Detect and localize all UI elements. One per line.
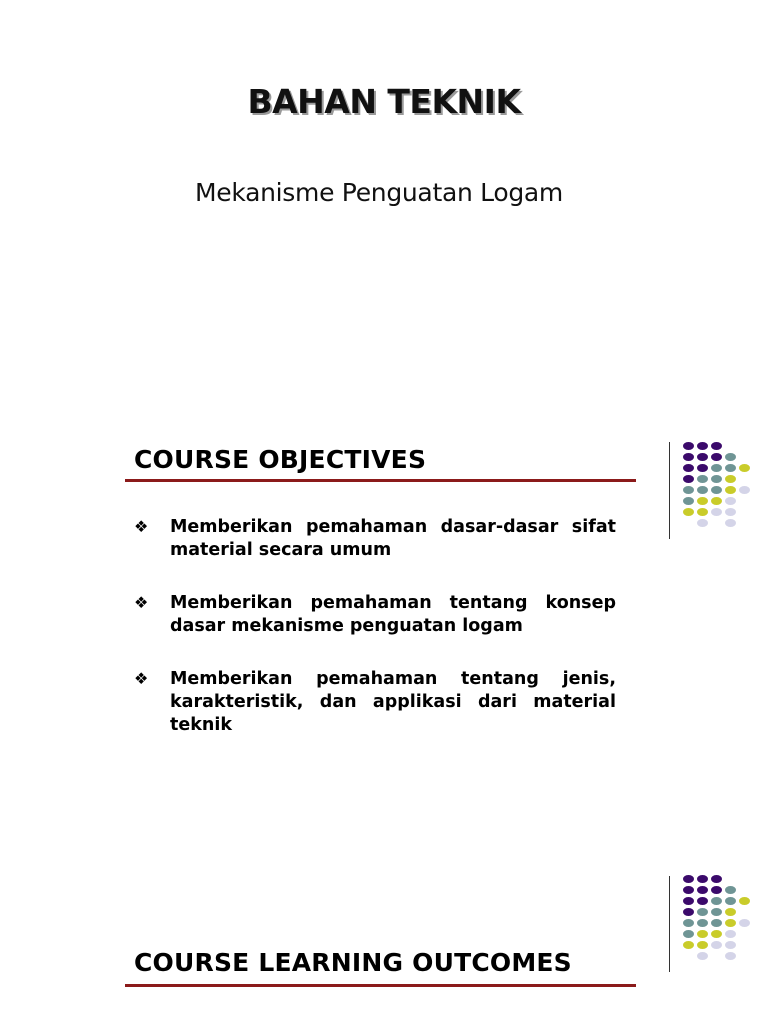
decor-dot bbox=[725, 486, 736, 494]
decor-dot bbox=[739, 919, 750, 927]
decor-dot bbox=[683, 886, 694, 894]
decor-dot bbox=[683, 442, 694, 450]
decor-dot bbox=[725, 941, 736, 949]
decor-dot bbox=[711, 464, 722, 472]
decor-dot bbox=[725, 508, 736, 516]
decor-dot bbox=[683, 497, 694, 505]
slide-subtitle: Mekanisme Penguatan Logam bbox=[195, 178, 563, 207]
decor-dot bbox=[725, 519, 736, 527]
decor-dot bbox=[683, 508, 694, 516]
decor-dot bbox=[711, 508, 722, 516]
course-learning-outcomes-heading: COURSE LEARNING OUTCOMES bbox=[134, 948, 572, 977]
decor-dot bbox=[711, 875, 722, 883]
decor-dot bbox=[739, 897, 750, 905]
decor-dot bbox=[725, 886, 736, 894]
decor-dot bbox=[711, 442, 722, 450]
decor-dot bbox=[725, 908, 736, 916]
decor-dot bbox=[683, 453, 694, 461]
decor-dot bbox=[711, 497, 722, 505]
decor-dot bbox=[725, 464, 736, 472]
decor-dot bbox=[725, 952, 736, 960]
diamond-bullet-icon: ❖ bbox=[134, 517, 149, 536]
decor-dot bbox=[711, 941, 722, 949]
decor-dot bbox=[697, 886, 708, 894]
decor-dot bbox=[697, 897, 708, 905]
heading-rule bbox=[125, 479, 636, 482]
decor-dot bbox=[711, 919, 722, 927]
decor-dot bbox=[683, 941, 694, 949]
diamond-bullet-icon: ❖ bbox=[134, 669, 149, 688]
decor-dot bbox=[683, 875, 694, 883]
decor-dot bbox=[697, 464, 708, 472]
decor-dot bbox=[725, 897, 736, 905]
decor-dot bbox=[711, 453, 722, 461]
diamond-bullet-icon: ❖ bbox=[134, 593, 149, 612]
decor-dot bbox=[697, 941, 708, 949]
decor-dot bbox=[711, 886, 722, 894]
decor-dot bbox=[683, 897, 694, 905]
decor-dot bbox=[697, 475, 708, 483]
list-item bbox=[134, 516, 616, 562]
decor-vertical-line bbox=[669, 442, 670, 539]
decor-dot bbox=[697, 519, 708, 527]
decor-dot bbox=[739, 486, 750, 494]
decor-dot bbox=[683, 464, 694, 472]
decor-dot bbox=[697, 908, 708, 916]
decor-dot bbox=[711, 908, 722, 916]
decor-dot bbox=[697, 919, 708, 927]
decor-dot bbox=[683, 930, 694, 938]
decor-dot bbox=[725, 497, 736, 505]
list-item bbox=[134, 668, 616, 737]
decor-dot bbox=[697, 486, 708, 494]
list-item-text: Memberikan pemahaman tentang jenis, karakteristik, dan applikasi dari material teknik bbox=[170, 669, 616, 735]
course-objectives-heading: COURSE OBJECTIVES bbox=[134, 445, 427, 474]
slide-title: BAHAN TEKNIK bbox=[247, 82, 521, 121]
decor-dot bbox=[725, 453, 736, 461]
decor-dot bbox=[683, 908, 694, 916]
decor-dot bbox=[697, 442, 708, 450]
decor-dot bbox=[711, 475, 722, 483]
decor-dot bbox=[697, 508, 708, 516]
list-item-text: Memberikan pemahaman tentang konsep dasar mekanisme penguatan logam bbox=[170, 593, 616, 636]
decor-dot bbox=[697, 453, 708, 461]
decor-dot bbox=[683, 486, 694, 494]
decor-dot bbox=[725, 930, 736, 938]
decor-dot bbox=[697, 952, 708, 960]
decor-dot bbox=[711, 897, 722, 905]
decor-dot bbox=[697, 930, 708, 938]
decor-dot bbox=[697, 875, 708, 883]
decor-dot bbox=[683, 919, 694, 927]
decor-dot bbox=[683, 475, 694, 483]
decor-dot bbox=[697, 497, 708, 505]
list-item bbox=[134, 592, 616, 638]
decor-dot bbox=[711, 486, 722, 494]
decor-dot bbox=[739, 464, 750, 472]
decor-dot bbox=[711, 930, 722, 938]
decor-dot bbox=[725, 919, 736, 927]
objectives-list bbox=[134, 516, 616, 767]
decor-vertical-line bbox=[669, 876, 670, 972]
list-item-text: Memberikan pemahaman dasar-dasar sifat material secara umum bbox=[170, 517, 616, 560]
decor-dot bbox=[725, 475, 736, 483]
heading-rule bbox=[125, 984, 636, 987]
